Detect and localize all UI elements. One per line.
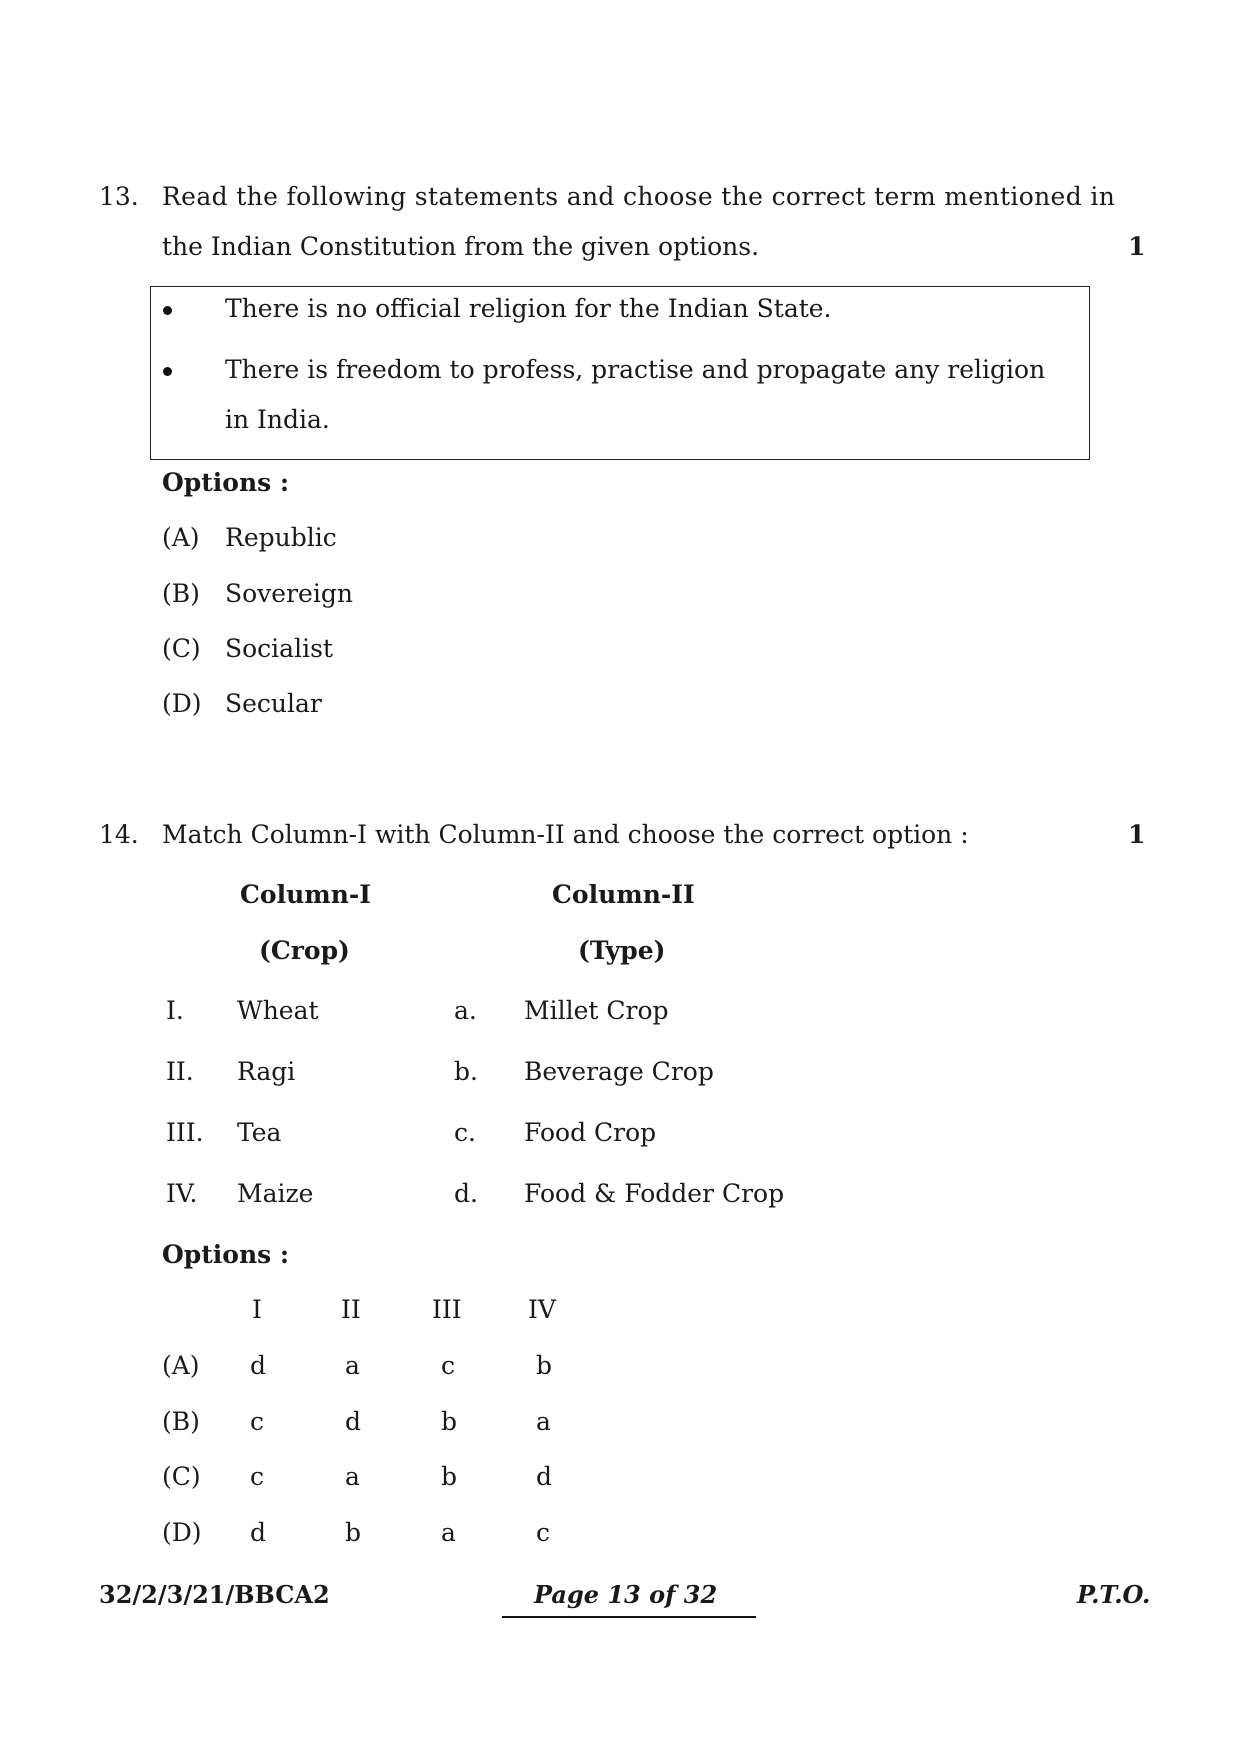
q14-row-num: I. bbox=[166, 996, 184, 1025]
q14-row-num: II. bbox=[166, 1057, 194, 1086]
q14-row-crop: Wheat bbox=[237, 996, 319, 1025]
q13-marks: 1 bbox=[1128, 232, 1146, 261]
footer-code: 32/2/3/21/BBCA2 bbox=[99, 1580, 330, 1609]
q14-row-letter: d. bbox=[454, 1179, 478, 1208]
q14-row-crop: Ragi bbox=[237, 1057, 296, 1086]
q13-option-a-label: (A) bbox=[162, 523, 200, 552]
q14-col1-heading: Column-I bbox=[240, 880, 371, 909]
q14-option-header: III bbox=[432, 1295, 462, 1324]
q13-number: 13. bbox=[99, 182, 139, 211]
q14-row-letter: c. bbox=[454, 1118, 476, 1147]
q14-option-value: d bbox=[250, 1351, 267, 1380]
q13-statement-1: There is no official religion for the Indian State. bbox=[225, 294, 832, 323]
q14-row-letter: b. bbox=[454, 1057, 478, 1086]
q14-col2-heading: Column-II bbox=[552, 880, 695, 909]
q14-option-value: a bbox=[536, 1407, 551, 1436]
q14-option-value: b bbox=[441, 1462, 458, 1491]
q14-option-value: d bbox=[536, 1462, 553, 1491]
q13-option-d-label: (D) bbox=[162, 689, 202, 718]
q13-option-a-text: Republic bbox=[225, 523, 337, 552]
q14-option-c-label: (C) bbox=[162, 1462, 201, 1491]
q14-option-header: II bbox=[341, 1295, 361, 1324]
bullet-icon bbox=[163, 367, 172, 376]
q14-row-type: Food & Fodder Crop bbox=[524, 1179, 785, 1208]
page-number-underline bbox=[502, 1616, 756, 1618]
q13-text-line1: Read the following statements and choose the correct term mentioned in bbox=[162, 182, 1116, 211]
q14-option-value: c bbox=[536, 1518, 551, 1547]
q14-option-value: b bbox=[441, 1407, 458, 1436]
q14-option-a-label: (A) bbox=[162, 1351, 200, 1380]
bullet-icon bbox=[163, 306, 172, 315]
q14-col2-sub: (Type) bbox=[578, 936, 666, 965]
q14-option-value: d bbox=[250, 1518, 267, 1547]
q14-option-value: c bbox=[441, 1351, 456, 1380]
q14-option-value: b bbox=[536, 1351, 553, 1380]
q14-option-d-label: (D) bbox=[162, 1518, 202, 1547]
q14-option-value: c bbox=[250, 1407, 265, 1436]
q13-option-c-label: (C) bbox=[162, 634, 201, 663]
q14-option-header: I bbox=[252, 1295, 262, 1324]
q14-option-value: d bbox=[345, 1407, 362, 1436]
q14-row-type: Millet Crop bbox=[524, 996, 669, 1025]
q14-option-value: b bbox=[345, 1518, 362, 1547]
q14-row-num: III. bbox=[166, 1118, 204, 1147]
q13-statement-2-line2: in India. bbox=[225, 405, 330, 434]
q14-row-letter: a. bbox=[454, 996, 477, 1025]
q13-text-line2: the Indian Constitution from the given options. bbox=[162, 232, 760, 261]
q14-option-value: a bbox=[441, 1518, 456, 1547]
q14-row-num: IV. bbox=[166, 1179, 198, 1208]
q13-option-b-text: Sovereign bbox=[225, 579, 353, 608]
q14-option-value: a bbox=[345, 1462, 360, 1491]
q14-row-type: Food Crop bbox=[524, 1118, 657, 1147]
q13-statement-2-line1: There is freedom to profess, practise and propagate any religion bbox=[225, 355, 1046, 384]
q14-option-value: c bbox=[250, 1462, 265, 1491]
q14-options-heading: Options : bbox=[162, 1240, 290, 1269]
q14-option-header: IV bbox=[528, 1295, 556, 1324]
q13-options-heading: Options : bbox=[162, 468, 290, 497]
q14-marks: 1 bbox=[1128, 820, 1146, 849]
q14-option-value: a bbox=[345, 1351, 360, 1380]
footer-pto: P.T.O. bbox=[1077, 1580, 1151, 1609]
q13-option-b-label: (B) bbox=[162, 579, 200, 608]
q13-option-c-text: Socialist bbox=[225, 634, 333, 663]
q14-text: Match Column-I with Column-II and choose the correct option : bbox=[162, 820, 969, 849]
q14-option-b-label: (B) bbox=[162, 1407, 200, 1436]
q14-number: 14. bbox=[99, 820, 139, 849]
q14-col1-sub: (Crop) bbox=[259, 936, 350, 965]
q14-row-crop: Tea bbox=[237, 1118, 282, 1147]
q14-row-crop: Maize bbox=[237, 1179, 314, 1208]
q14-row-type: Beverage Crop bbox=[524, 1057, 714, 1086]
q13-option-d-text: Secular bbox=[225, 689, 322, 718]
footer-page-number: Page 13 of 32 bbox=[534, 1580, 718, 1609]
